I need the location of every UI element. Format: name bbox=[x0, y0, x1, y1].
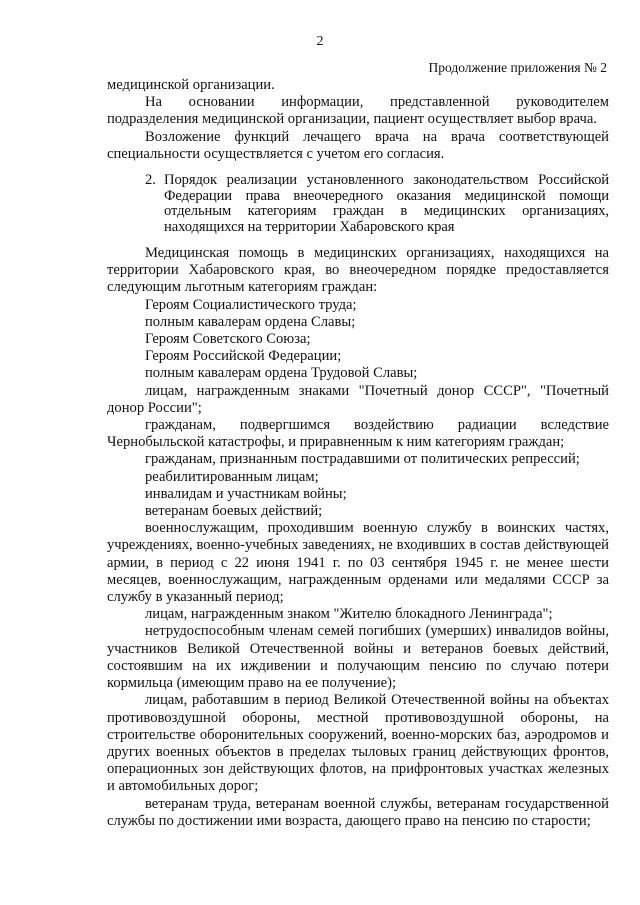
category-item: Героям Советского Союза; bbox=[145, 331, 311, 348]
category-item: ветеранам труда, ветеранам военной службы, ветеранам государственной службы по достижении ими возраста, дающего право на пенсию по старости; bbox=[107, 795, 609, 829]
spacer bbox=[107, 235, 609, 245]
intro-paragraph: Возложение функций лечащего врача на врача соответствующей специальности осуществляется с учетом его согласия. bbox=[107, 128, 609, 162]
category-item: лицам, работавшим в период Великой Отечественной войны на объектах противовоздушной обороны, местной противовоздушной обороны, на строительстве оборонительных сооружений, военно-морских баз, аэродромов и других военных объектов в пределах тыловых границ действующих фронтов, операционных зон действующих флотов, на прифронтовых участках железных и автомобильных дорог; bbox=[107, 692, 609, 795]
category-item: реабилитированным лицам; bbox=[145, 468, 319, 485]
category-item: нетрудоспособным членам семей погибших (умерших) инвалидов войны, участников Великой Отечественной войны и ветеранов боевых действий, состоявшим на их иждивении и получающим пенсию по случаю потери кормильца (имеющим право на ее получение); bbox=[107, 623, 609, 692]
category-item: военнослужащим, проходившим военную службу в воинских частях, учреждениях, военно-учебных заведениях, не входивших в состав действующей армии, в период с 22 июня 1941 г. по 03 сентября 1945 г. не менее шести месяцев, военнослужащим, награжденным орденами или медалями СССР за службу в указанный период; bbox=[107, 520, 609, 606]
page-number: 2 bbox=[316, 34, 324, 49]
continuation-note: Продолжение приложения № 2 bbox=[428, 60, 607, 75]
category-item: лицам, награжденным знаком "Жителю блокадного Ленинграда"; bbox=[145, 606, 553, 623]
category-item: лицам, награжденным знаками "Почетный донор СССР", "Почетный донор России"; bbox=[107, 382, 609, 416]
category-item: инвалидам и участникам войны; bbox=[145, 485, 347, 502]
section-number: 2. bbox=[145, 172, 156, 189]
section-heading bbox=[145, 173, 609, 235]
intro-paragraph: медицинской организации. bbox=[107, 77, 275, 93]
category-item: полным кавалерам ордена Трудовой Славы; bbox=[145, 365, 418, 382]
category-item: гражданам, признанным пострадавшими от политических репрессий; bbox=[145, 451, 580, 468]
document-body bbox=[107, 77, 609, 830]
category-item: Героям Российской Федерации; bbox=[145, 348, 342, 365]
lead-paragraph: Медицинская помощь в медицинских организациях, находящихся на территории Хабаровского края, во внеочередном порядке предоставляется следующим льготным категориям граждан: bbox=[107, 245, 609, 296]
category-item: ветеранам боевых действий; bbox=[145, 503, 323, 520]
category-item: Героям Социалистического труда; bbox=[145, 296, 357, 313]
intro-paragraph: На основании информации, представленной руководителем подразделения медицинской организации, пациент осуществляет выбор врача. bbox=[107, 94, 609, 128]
section-title: Порядок реализации установленного законодательством Российской Федерации права внеочередного оказания медицинской помощи отдельным категориям граждан в медицинских организациях, находящихся на территории Хабаровского края bbox=[164, 172, 609, 235]
category-item: гражданам, подвергшимся воздействию радиации вследствие Чернобыльской катастрофы, и приравненным к ним категориям граждан; bbox=[107, 417, 609, 451]
category-item: полным кавалерам ордена Славы; bbox=[145, 313, 356, 330]
